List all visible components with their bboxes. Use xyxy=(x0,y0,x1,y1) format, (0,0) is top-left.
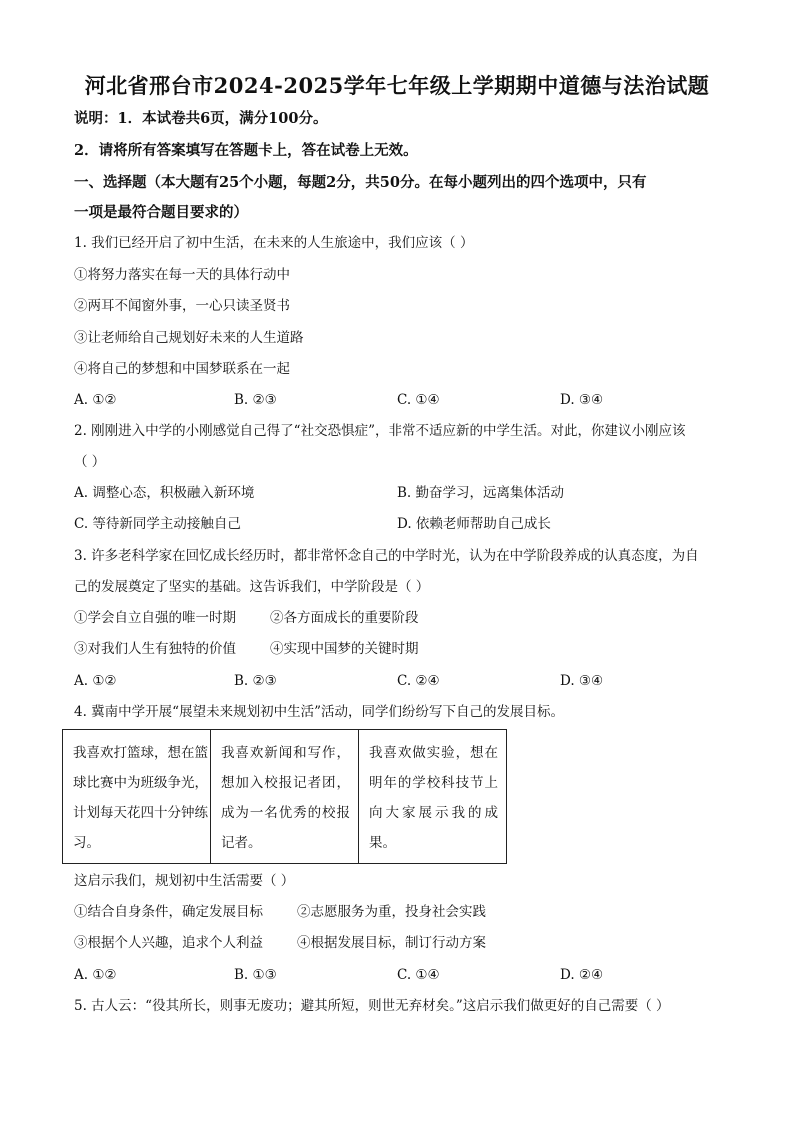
question-1-option-b: B. ②③ xyxy=(234,392,277,408)
section-heading: 一、选择题（本大题有25个小题，每题2分，共50分。在每小题列出的四个选项中，只有 xyxy=(74,174,647,191)
instruction-line-1: 说明：1．本试卷共6页，满分100分。 xyxy=(74,110,328,127)
table-cell-science xyxy=(359,730,507,864)
table-cell-journalism xyxy=(211,730,359,864)
question-4-option-a: A. ①② xyxy=(74,967,117,983)
question-4-item-4: ④根据发展目标，制订行动方案 xyxy=(297,935,486,951)
cell-line: 我喜欢新闻和写作， xyxy=(221,745,350,761)
table-cell-basketball xyxy=(63,730,211,864)
cell-line: 向大家展示我的成 xyxy=(369,805,498,821)
question-3-item-2: ②各方面成长的重要阶段 xyxy=(270,610,419,626)
question-3-item-1: ①学会自立自强的唯一时期 xyxy=(74,610,236,626)
question-3-option-d: D. ③④ xyxy=(560,673,604,689)
page-title: 河北省邢台市2024-2025学年七年级上学期期中道德与法治试题 xyxy=(84,73,710,98)
question-4-item-3: ③根据个人兴趣，追求个人利益 xyxy=(74,935,263,951)
question-4-option-c: C. ①④ xyxy=(397,967,440,983)
goals-table xyxy=(62,729,507,864)
question-5-stem: 5. 古人云：“役其所长，则事无废功；避其所短，则世无弃材矣。”这启示我们做更好的自己需要（ ） xyxy=(74,998,670,1014)
question-1-item-3: ③让老师给自己规划好未来的人生道路 xyxy=(74,330,304,346)
question-3-option-a: A. ①② xyxy=(74,673,117,689)
question-2-stem: 2. 刚刚进入中学的小刚感觉自己得了“社交恐惧症”，非常不适应新的中学生活。对此，你建议小刚应该 xyxy=(74,423,686,439)
cell-line: 计划每天花四十分钟练 xyxy=(73,805,208,821)
question-3-item-3: ③对我们人生有独特的价值 xyxy=(74,641,236,657)
question-4-option-b: B. ①③ xyxy=(234,967,277,983)
question-2-stem-cont: （ ） xyxy=(74,454,106,470)
question-4-option-d: D. ②④ xyxy=(560,967,604,983)
cell-line: 果。 xyxy=(369,835,396,851)
question-1-option-d: D. ③④ xyxy=(560,392,604,408)
question-1-item-2: ②两耳不闻窗外事，一心只读圣贤书 xyxy=(74,298,290,314)
question-2-option-d: D. 依赖老师帮助自己成长 xyxy=(397,516,551,532)
cell-line: 习。 xyxy=(73,835,100,851)
cell-line: 我喜欢打篮球，想在篮 xyxy=(73,745,208,761)
cell-line: 成为一名优秀的校报 xyxy=(221,805,350,821)
section-heading-cont: 一项是最符合题目要求的） xyxy=(74,204,248,221)
question-3-option-c: C. ②④ xyxy=(397,673,440,689)
question-2-option-a: A. 调整心态，积极融入新环境 xyxy=(74,485,255,501)
question-3-stem-cont: 己的发展奠定了坚实的基础。这告诉我们，中学阶段是（ ） xyxy=(74,579,430,595)
cell-line: 球比赛中为班级争光， xyxy=(73,775,208,791)
question-4-item-2: ②志愿服务为重，投身社会实践 xyxy=(297,904,486,920)
question-1-item-4: ④将自己的梦想和中国梦联系在一起 xyxy=(74,361,290,377)
question-4-stem: 4. 冀南中学开展“展望未来规划初中生活”活动，同学们纷纷写下自己的发展目标。 xyxy=(74,704,564,720)
cell-line: 明年的学校科技节上 xyxy=(369,775,498,791)
question-3-item-4: ④实现中国梦的关键时期 xyxy=(270,641,419,657)
question-1-stem: 1. 我们已经开启了初中生活，在未来的人生旅途中，我们应该（ ） xyxy=(74,235,474,251)
question-1-option-a: A. ①② xyxy=(74,392,117,408)
table-row xyxy=(63,730,507,864)
question-3-stem: 3. 许多老科学家在回忆成长经历时，都非常怀念自己的中学时光，认为在中学阶段养成的认真态度，为自 xyxy=(74,548,699,564)
cell-line: 我喜欢做实验，想在 xyxy=(369,745,498,761)
question-3-option-b: B. ②③ xyxy=(234,673,277,689)
instruction-line-2: 2．请将所有答案填写在答题卡上，答在试卷上无效。 xyxy=(74,142,418,159)
question-4-item-1: ①结合自身条件，确定发展目标 xyxy=(74,904,263,920)
cell-line: 记者。 xyxy=(221,835,262,851)
question-2-option-b: B. 勤奋学习，远离集体活动 xyxy=(397,485,565,501)
question-1-item-1: ①将努力落实在每一天的具体行动中 xyxy=(74,267,290,283)
question-2-option-c: C. 等待新同学主动接触自己 xyxy=(74,516,241,532)
question-1-option-c: C. ①④ xyxy=(397,392,440,408)
cell-line: 想加入校报记者团， xyxy=(221,775,350,791)
question-4-prompt: 这启示我们，规划初中生活需要（ ） xyxy=(74,873,295,889)
